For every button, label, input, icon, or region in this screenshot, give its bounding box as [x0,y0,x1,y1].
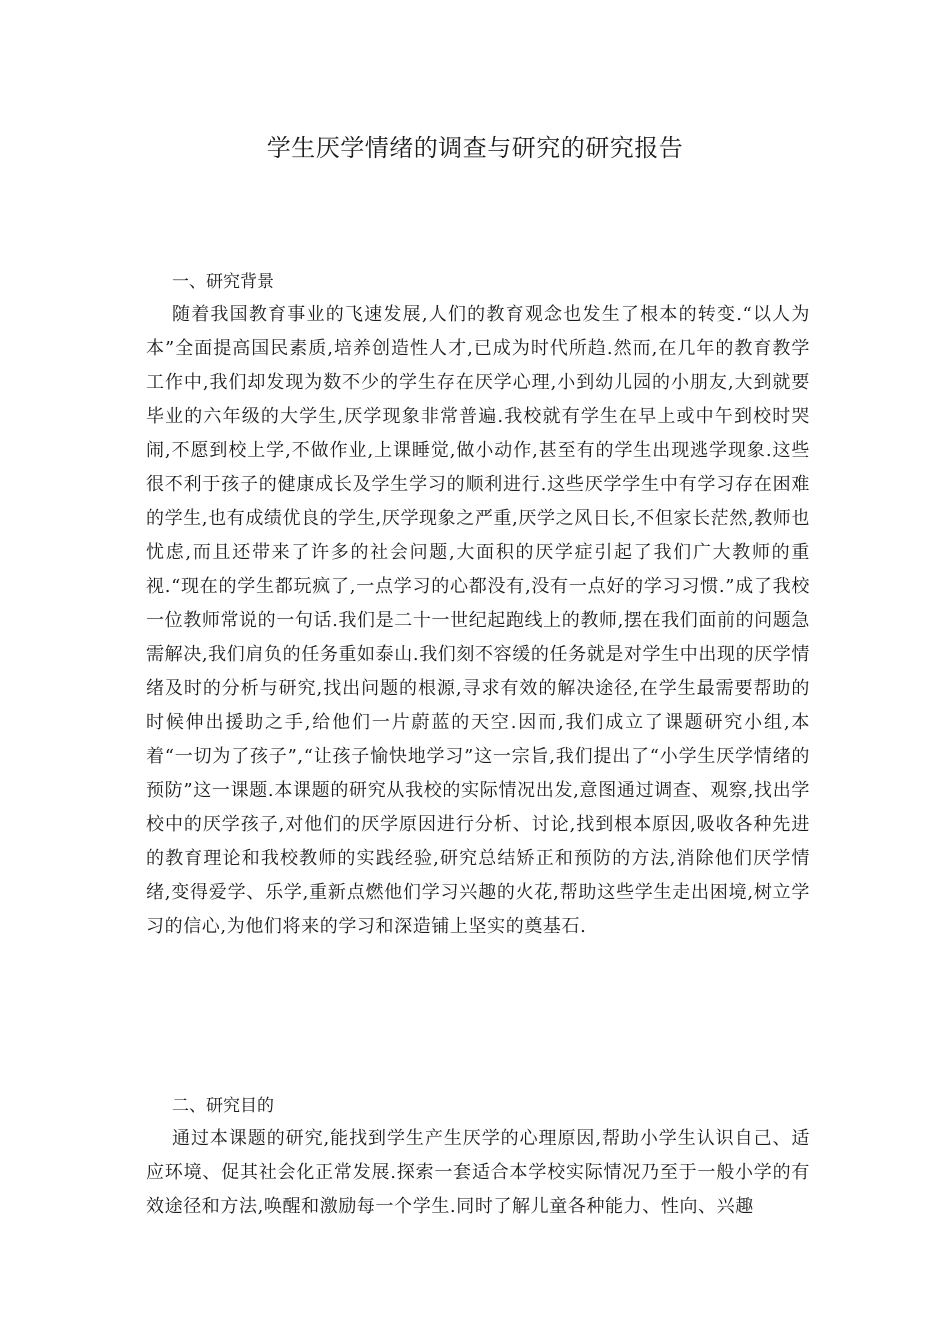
section-heading: 一、研究背景 [172,272,274,292]
section-paragraph: 通过本课题的研究,能找到学生产生厌学的心理原因,帮助小学生认识自己、适应环境、促其社会化正常发展.探索一套适合本学校实际情况乃至于一般小学的有效途径和方法,唤醒和激励每一个学生.同时了解儿童各种能力、性向、兴趣 [146,1128,810,1217]
document-title: 学生厌学情绪的调查与研究的研究报告 [266,134,684,162]
section-research-background [146,266,810,1050]
section-heading: 二、研究目的 [172,1096,274,1116]
section-paragraph: 随着我国教育事业的飞速发展,人们的教育观念也发生了根本的转变.“以人为本”全面提高国民素质,培养创造性人才,已成为时代所趋.然而,在几年的教育教学工作中,我们却发现为数不少的学生存在厌学心理,小到幼儿园的小朋友,大到就要毕业的六年级的大学生,厌学现象非常普遍.我校就有学生在早上或中午到校时哭闹,不愿到校上学,不做作业,上课睡觉,做小动作,甚至有的学生出现逃学现象.这些很不利于孩子的健康成长及学生学习的顺利进行.这些厌学学生中有学习存在困难的学生,也有成绩优良的学生,厌学现象之严重,厌学之风日长,不但家长茫然,教师也忧虑,而且还带来了许多的社会问题,大面积的厌学症引起了我们广大教师的重视.“现在的学生都玩疯了,一点学习的心都没有,没有一点好的学习习惯.”成了我校一位教师常说的一句话.我们是二十一世纪起跑线上的教师,摆在我们面前的问题急需解决,我们肩负的任务重如泰山.我们刻不容缓的任务就是对学生中出现的厌学情绪及时的分析与研究,找出问题的根源,寻求有效的解决途径,在学生最需要帮助的时候伸出援助之手,给他们一片蔚蓝的天空.因而,我们成立了课题研究小组,本着“一切为了孩子”,“让孩子愉快地学习”这一宗旨,我们提出了“小学生厌学情绪的预防”这一课题.本课题的研究从我校的实际情况出发,意图通过调查、观察,找出学校中的厌学孩子,对他们的厌学原因进行分析、讨论,找到根本原因,吸收各种先进的教育理论和我校教师的实践经验,研究总结矫正和预防的方法,消除他们厌学情绪,变得爱学、乐学,重新点燃他们学习兴趣的火花,帮助这些学生走出困境,树立学习的信心,为他们将来的学习和深造铺上坚实的奠基石. [146,304,810,937]
section-research-purpose [146,1090,810,1242]
